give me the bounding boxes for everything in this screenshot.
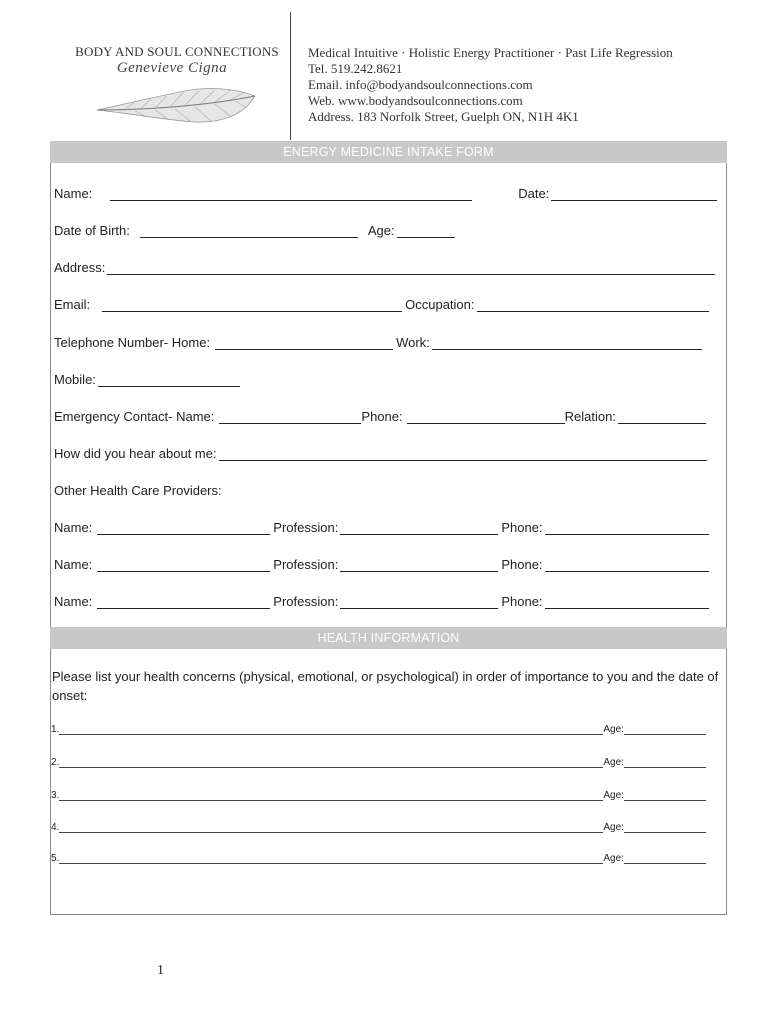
work-field[interactable] bbox=[432, 336, 702, 350]
row-emergency-contact bbox=[54, 406, 718, 424]
occupation-label: Occupation: bbox=[405, 297, 475, 312]
relation-field[interactable] bbox=[618, 410, 706, 424]
name-label: Name: bbox=[54, 186, 93, 201]
street-address: Address. 183 Norfolk Street, Guelph ON, N1H 4K1 bbox=[308, 109, 579, 124]
provider-row-3 bbox=[54, 591, 718, 609]
mobile-field[interactable] bbox=[98, 373, 240, 387]
provider-phone-label: Phone: bbox=[501, 557, 543, 572]
date-label: Date: bbox=[518, 186, 550, 201]
concern-age-label: Age: bbox=[603, 790, 624, 801]
provider-phone-label: Phone: bbox=[501, 594, 543, 609]
provider-phone-field[interactable] bbox=[545, 595, 709, 609]
concern-row-4 bbox=[51, 819, 717, 833]
email-label: Email: bbox=[54, 297, 91, 312]
provider-name-label: Name: bbox=[54, 594, 93, 609]
telephone: Tel. 519.242.8621 bbox=[308, 61, 403, 76]
concern-row-2 bbox=[51, 754, 717, 768]
section-title-health: HEALTH INFORMATION bbox=[50, 627, 727, 649]
provider-phone-field[interactable] bbox=[545, 521, 709, 535]
referral-field[interactable] bbox=[219, 447, 707, 461]
relation-label: Relation: bbox=[564, 409, 616, 424]
provider-phone-label: Phone: bbox=[501, 520, 543, 535]
concern-row-5 bbox=[51, 850, 717, 864]
age-label: Age: bbox=[367, 223, 395, 238]
concern-number: 4. bbox=[51, 822, 60, 833]
provider-name-field[interactable] bbox=[97, 558, 270, 572]
row-referral bbox=[54, 443, 718, 461]
concern-field[interactable] bbox=[59, 854, 603, 864]
row-mobile bbox=[54, 369, 718, 387]
concern-age-field[interactable] bbox=[624, 854, 706, 864]
practitioner-name: Genevieve Cigna bbox=[116, 60, 228, 76]
provider-name-field[interactable] bbox=[97, 595, 270, 609]
concern-field[interactable] bbox=[59, 823, 603, 833]
row-address bbox=[54, 257, 718, 275]
provider-name-label: Name: bbox=[54, 520, 93, 535]
row-other-providers bbox=[54, 480, 718, 498]
tagline: Medical Intuitive · Holistic Energy Practitioner · Past Life Regression bbox=[308, 45, 673, 60]
provider-profession-label: Profession: bbox=[273, 594, 339, 609]
provider-name-label: Name: bbox=[54, 557, 93, 572]
age-field[interactable] bbox=[397, 224, 455, 238]
section-title-intake: ENERGY MEDICINE INTAKE FORM bbox=[50, 141, 727, 163]
header-divider bbox=[290, 12, 291, 140]
address-field[interactable] bbox=[107, 261, 715, 275]
concern-age-field[interactable] bbox=[624, 823, 706, 833]
provider-profession-field[interactable] bbox=[340, 521, 498, 535]
contact-block bbox=[308, 45, 673, 125]
provider-row-2 bbox=[54, 554, 718, 572]
emergency-phone-field[interactable] bbox=[407, 410, 565, 424]
dob-field[interactable] bbox=[140, 224, 358, 238]
concern-field[interactable] bbox=[59, 791, 603, 801]
website: Web. www.bodyandsoulconnections.com bbox=[308, 93, 523, 108]
row-name-date bbox=[54, 183, 718, 201]
concern-age-label: Age: bbox=[603, 853, 624, 864]
provider-row-1 bbox=[54, 517, 718, 535]
address-label: Address: bbox=[54, 260, 106, 275]
telephone-home-field[interactable] bbox=[215, 336, 393, 350]
concern-number: 3. bbox=[51, 790, 60, 801]
referral-label: How did you hear about me: bbox=[54, 446, 217, 461]
page-number: 1 bbox=[157, 963, 164, 978]
row-telephone bbox=[54, 332, 718, 350]
row-dob-age bbox=[54, 220, 718, 238]
concern-row-3 bbox=[51, 787, 717, 801]
concern-number: 5. bbox=[51, 853, 60, 864]
occupation-field[interactable] bbox=[477, 298, 709, 312]
mobile-label: Mobile: bbox=[54, 372, 96, 387]
telephone-home-label: Telephone Number- Home: bbox=[54, 335, 211, 350]
name-field[interactable] bbox=[110, 187, 472, 201]
other-providers-label: Other Health Care Providers: bbox=[54, 483, 222, 498]
concern-number: 1. bbox=[51, 724, 60, 735]
concern-number: 2. bbox=[51, 757, 60, 768]
email-field[interactable] bbox=[102, 298, 402, 312]
concern-field[interactable] bbox=[59, 725, 603, 735]
date-field[interactable] bbox=[551, 187, 717, 201]
concern-age-label: Age: bbox=[603, 724, 624, 735]
row-email-occupation bbox=[54, 294, 718, 312]
provider-phone-field[interactable] bbox=[545, 558, 709, 572]
provider-name-field[interactable] bbox=[97, 521, 270, 535]
emergency-name-field[interactable] bbox=[219, 410, 361, 424]
concern-age-field[interactable] bbox=[624, 791, 706, 801]
provider-profession-field[interactable] bbox=[340, 595, 498, 609]
emergency-name-label: Emergency Contact- Name: bbox=[54, 409, 215, 424]
health-prompt: Please list your health concerns (physical, emotional, or psychological) in order of importance to you and the date of onset: bbox=[52, 669, 719, 703]
email-address: Email. info@bodyandsoulconnections.com bbox=[308, 77, 533, 92]
concern-age-label: Age: bbox=[603, 822, 624, 833]
concern-row-1 bbox=[51, 721, 717, 735]
provider-profession-label: Profession: bbox=[273, 520, 339, 535]
provider-profession-label: Profession: bbox=[273, 557, 339, 572]
provider-profession-field[interactable] bbox=[340, 558, 498, 572]
feather-logo-icon bbox=[95, 80, 260, 128]
concern-age-label: Age: bbox=[603, 757, 624, 768]
work-label: Work: bbox=[396, 335, 430, 350]
emergency-phone-label: Phone: bbox=[361, 409, 403, 424]
concern-age-field[interactable] bbox=[624, 725, 706, 735]
dob-label: Date of Birth: bbox=[54, 223, 130, 238]
concern-age-field[interactable] bbox=[624, 758, 706, 768]
business-name: BODY AND SOUL CONNECTIONS bbox=[75, 44, 279, 59]
concern-field[interactable] bbox=[59, 758, 603, 768]
